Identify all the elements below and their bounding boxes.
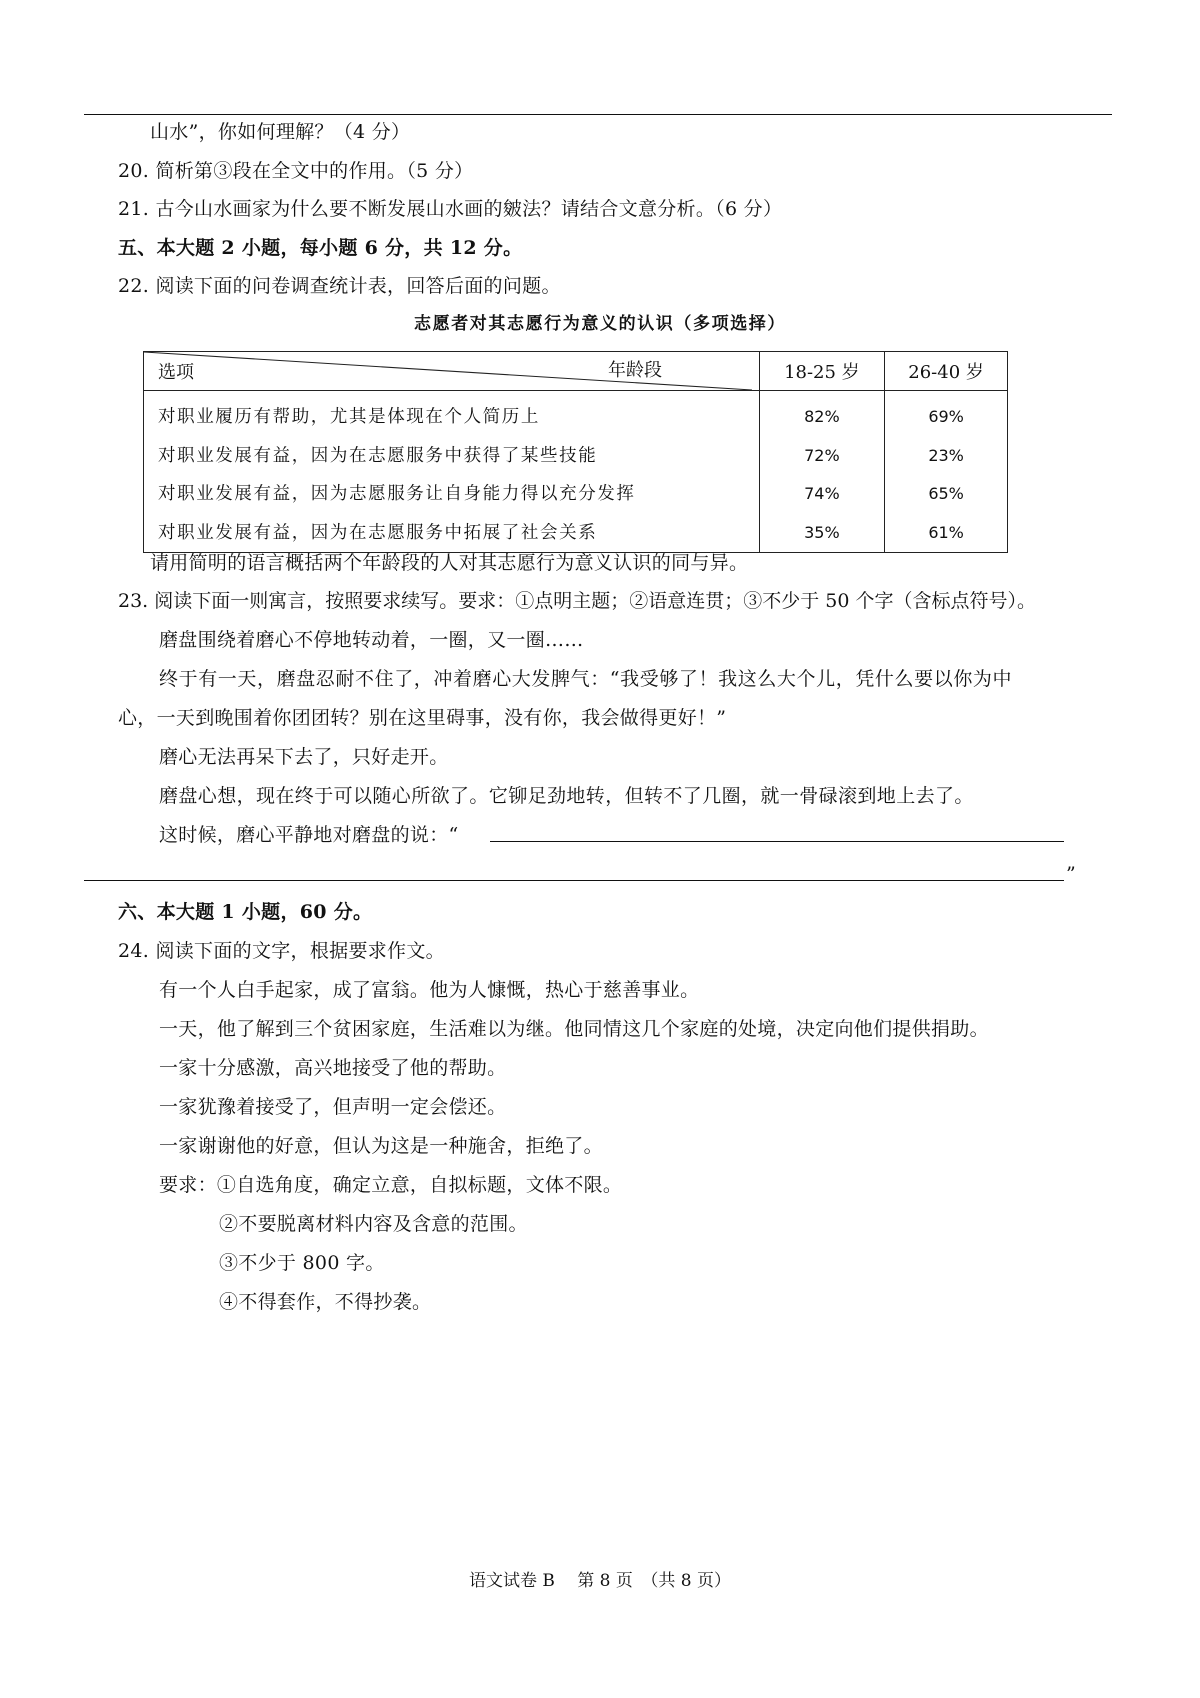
section-6-heading: 六、本大题 1 小题，60 分。 xyxy=(118,901,373,923)
col-26-40-values xyxy=(885,391,1008,553)
value-26-40-row-3: 65% xyxy=(928,484,964,503)
requirement-3: ③不少于 800 字。 xyxy=(219,1252,385,1274)
material-line-2: 一天，他了解到三个贫困家庭，生活难以为继。他同情这几个家庭的处境，决定向他们提供捐助。 xyxy=(159,1018,989,1040)
material-line-3: 一家十分感激，高兴地接受了他的帮助。 xyxy=(159,1057,507,1079)
question-24: 24. 阅读下面的文字，根据要求作文。 xyxy=(118,940,445,962)
question-20: 20. 简析第③段在全文中的作用。（5 分） xyxy=(118,160,474,182)
answer-blank-line-1[interactable] xyxy=(490,841,1064,842)
value-26-40-row-4: 61% xyxy=(928,522,964,542)
fable-paragraph-3: 磨心无法再呆下去了，只好走开。 xyxy=(159,746,449,768)
value-18-25-row-1: 82% xyxy=(804,407,840,426)
header-option-label: 选项 xyxy=(158,362,194,383)
option-row-3: 对职业发展有益，因为志愿服务让自身能力得以充分发挥 xyxy=(158,484,636,504)
fable-paragraph-2a: 终于有一天，磨盘忍耐不住了，冲着磨心大发脾气：“我受够了！我这么大个儿，凭什么要以你为中 xyxy=(159,668,1013,690)
value-26-40-row-2: 23% xyxy=(928,445,964,465)
option-row-2: 对职业发展有益，因为在志愿服务中获得了某些技能 xyxy=(158,445,598,466)
question-23: 23. 阅读下面一则寓言，按照要求续写。要求：①点明主题；②语意连贯；③不少于 50 个字（含标点符号）。 xyxy=(118,590,1037,612)
header-col-18-25: 18-25 岁 xyxy=(759,352,885,391)
fable-paragraph-4: 磨盘心想，现在终于可以随心所欲了。它铆足劲地转，但转不了几圈，就一骨碌滚到地上去了。 xyxy=(159,785,974,807)
answer-blank-line-2[interactable] xyxy=(84,880,1064,881)
header-rule xyxy=(84,114,1112,115)
survey-table xyxy=(143,351,1008,553)
option-column xyxy=(144,391,760,553)
requirement-1: 要求：①自选角度，确定立意，自拟标题，文体不限。 xyxy=(159,1174,623,1196)
question-21: 21. 古今山水画家为什么要不断发展山水画的皴法？请结合文意分析。（6 分） xyxy=(118,198,783,220)
value-18-25-row-3: 74% xyxy=(804,484,840,503)
page-footer: 语文试卷 B 第 8 页 （共 8 页） xyxy=(468,1571,732,1591)
material-line-4: 一家犹豫着接受了，但声明一定会偿还。 xyxy=(159,1096,507,1118)
header-col-26-40: 26-40 岁 xyxy=(885,352,1008,391)
q19-continuation: 山水”，你如何理解？（4 分） xyxy=(150,121,411,143)
header-age-label: 年龄段 xyxy=(608,360,662,381)
value-18-25-row-4: 35% xyxy=(804,522,840,542)
col-18-25-values xyxy=(759,391,885,553)
q22-prompt: 请用简明的语言概括两个年龄段的人对其志愿行为意义认识的同与异。 xyxy=(150,552,749,574)
material-line-1: 有一个人白手起家，成了富翁。他为人慷慨，热心于慈善事业。 xyxy=(159,979,700,1001)
question-22: 22. 阅读下面的问卷调查统计表，回答后面的问题。 xyxy=(118,275,561,297)
section-5-heading: 五、本大题 2 小题，每小题 6 分，共 12 分。 xyxy=(118,237,523,259)
fable-paragraph-1: 磨盘围绕着磨心不停地转动着，一圈，又一圈…… xyxy=(159,629,584,651)
requirement-2: ②不要脱离材料内容及含意的范围。 xyxy=(219,1213,528,1235)
table-header-corner xyxy=(144,352,760,391)
table-caption: 志愿者对其志愿行为意义的认识（多项选择） xyxy=(414,314,786,334)
value-18-25-row-2: 72% xyxy=(804,445,840,465)
material-line-5: 一家谢谢他的好意，但认为这是一种施舍，拒绝了。 xyxy=(159,1135,603,1157)
fable-paragraph-2b: 心，一天到晚围着你团团转？别在这里碍事，没有你，我会做得更好！” xyxy=(118,707,727,729)
requirement-4: ④不得套作，不得抄袭。 xyxy=(219,1291,432,1313)
fable-paragraph-5: 这时候，磨心平静地对磨盘的说：“ xyxy=(159,824,459,846)
closing-quote: ” xyxy=(1066,863,1077,885)
option-row-4: 对职业发展有益，因为在志愿服务中拓展了社会关系 xyxy=(158,522,598,543)
option-row-1: 对职业履历有帮助，尤其是体现在个人简历上 xyxy=(158,407,540,427)
value-26-40-row-1: 69% xyxy=(928,407,964,426)
